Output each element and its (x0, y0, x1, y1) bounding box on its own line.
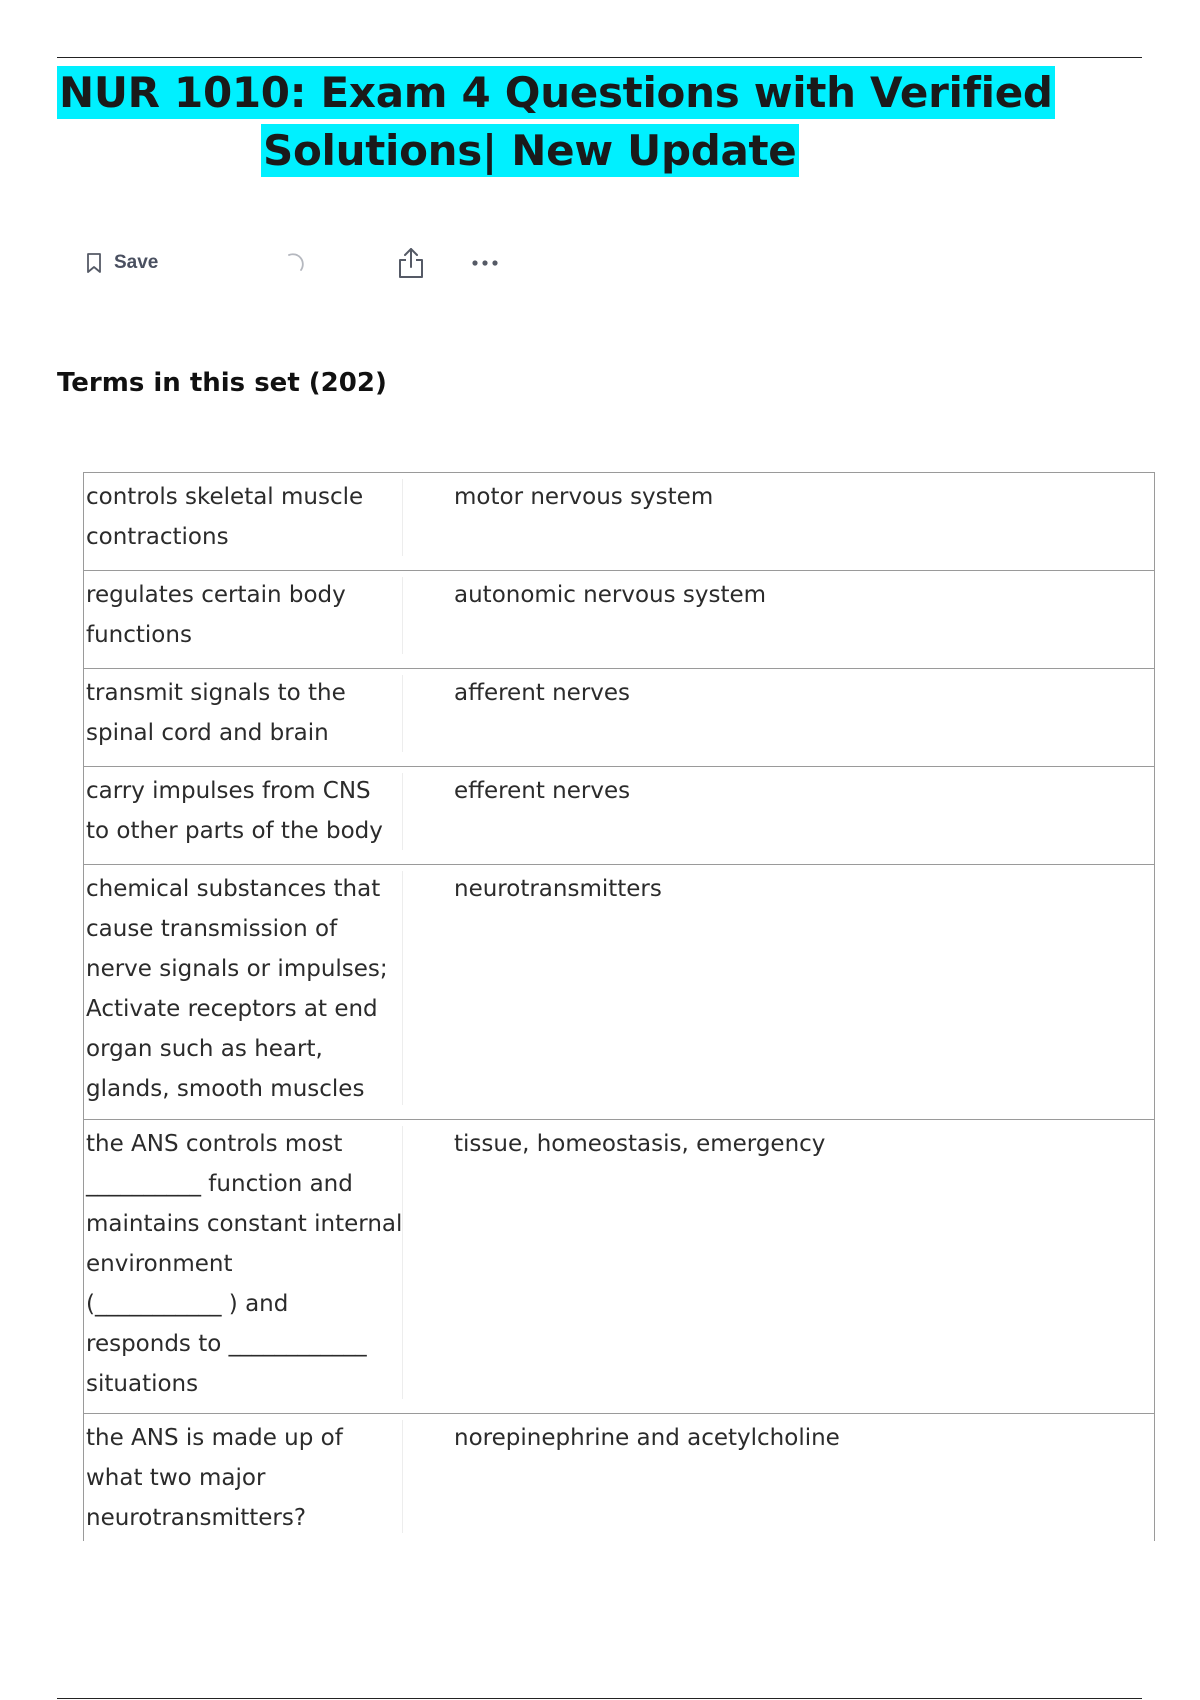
column-divider (402, 675, 403, 752)
toolbar (86, 246, 546, 280)
term-row (84, 669, 1154, 767)
term-text: chemical substances that cause transmission of nerve signals or impulses; Activate receptors at end organ such as heart, glands, smooth muscles (86, 876, 388, 1102)
bottom-rule (57, 1698, 1142, 1699)
definition-text: autonomic nervous system (454, 582, 767, 608)
top-rule (57, 57, 1142, 58)
term-row (84, 571, 1154, 669)
definition-text: motor nervous system (454, 484, 714, 510)
term-text: controls skeletal muscle contractions (86, 484, 364, 550)
definition-text: norepinephrine and acetylcholine (454, 1425, 840, 1451)
bookmark-icon (86, 252, 102, 274)
definition-text: tissue, homeostasis, emergency (454, 1131, 826, 1157)
term-row (84, 767, 1154, 865)
definition-text: efferent nerves (454, 778, 631, 804)
term-text: the ANS is made up of what two major neurotransmitters? (86, 1425, 343, 1531)
document-title (57, 64, 1057, 180)
more-options-icon (470, 246, 500, 280)
column-divider (402, 871, 403, 1105)
term-text: the ANS controls most __________ function and maintains constant internal environment (___________ ) and responds to ____________ situations (86, 1131, 403, 1397)
share-icon (396, 246, 426, 280)
column-divider (402, 1420, 403, 1533)
column-divider (402, 577, 403, 654)
section-title: Terms in this set (202) (57, 368, 387, 398)
term-row (84, 1120, 1154, 1414)
column-divider (402, 479, 403, 556)
column-divider (402, 1126, 403, 1399)
term-row (84, 1414, 1154, 1541)
spinner-icon (280, 251, 306, 281)
share-button[interactable] (396, 246, 426, 284)
title-line-2: Solutions| New Update (263, 126, 797, 175)
more-options-button[interactable] (470, 246, 500, 284)
save-button[interactable] (86, 246, 158, 280)
term-row (84, 473, 1154, 571)
term-text: regulates certain body functions (86, 582, 346, 648)
save-label: Save (114, 252, 159, 273)
terms-table (83, 472, 1155, 1541)
term-text: transmit signals to the spinal cord and brain (86, 680, 346, 746)
column-divider (402, 773, 403, 850)
definition-text: neurotransmitters (454, 876, 662, 902)
term-row (84, 865, 1154, 1120)
definition-text: afferent nerves (454, 680, 631, 706)
title-line-1: NUR 1010: Exam 4 Questions with Verified (59, 68, 1053, 117)
term-text: carry impulses from CNS to other parts of the body (86, 778, 383, 844)
